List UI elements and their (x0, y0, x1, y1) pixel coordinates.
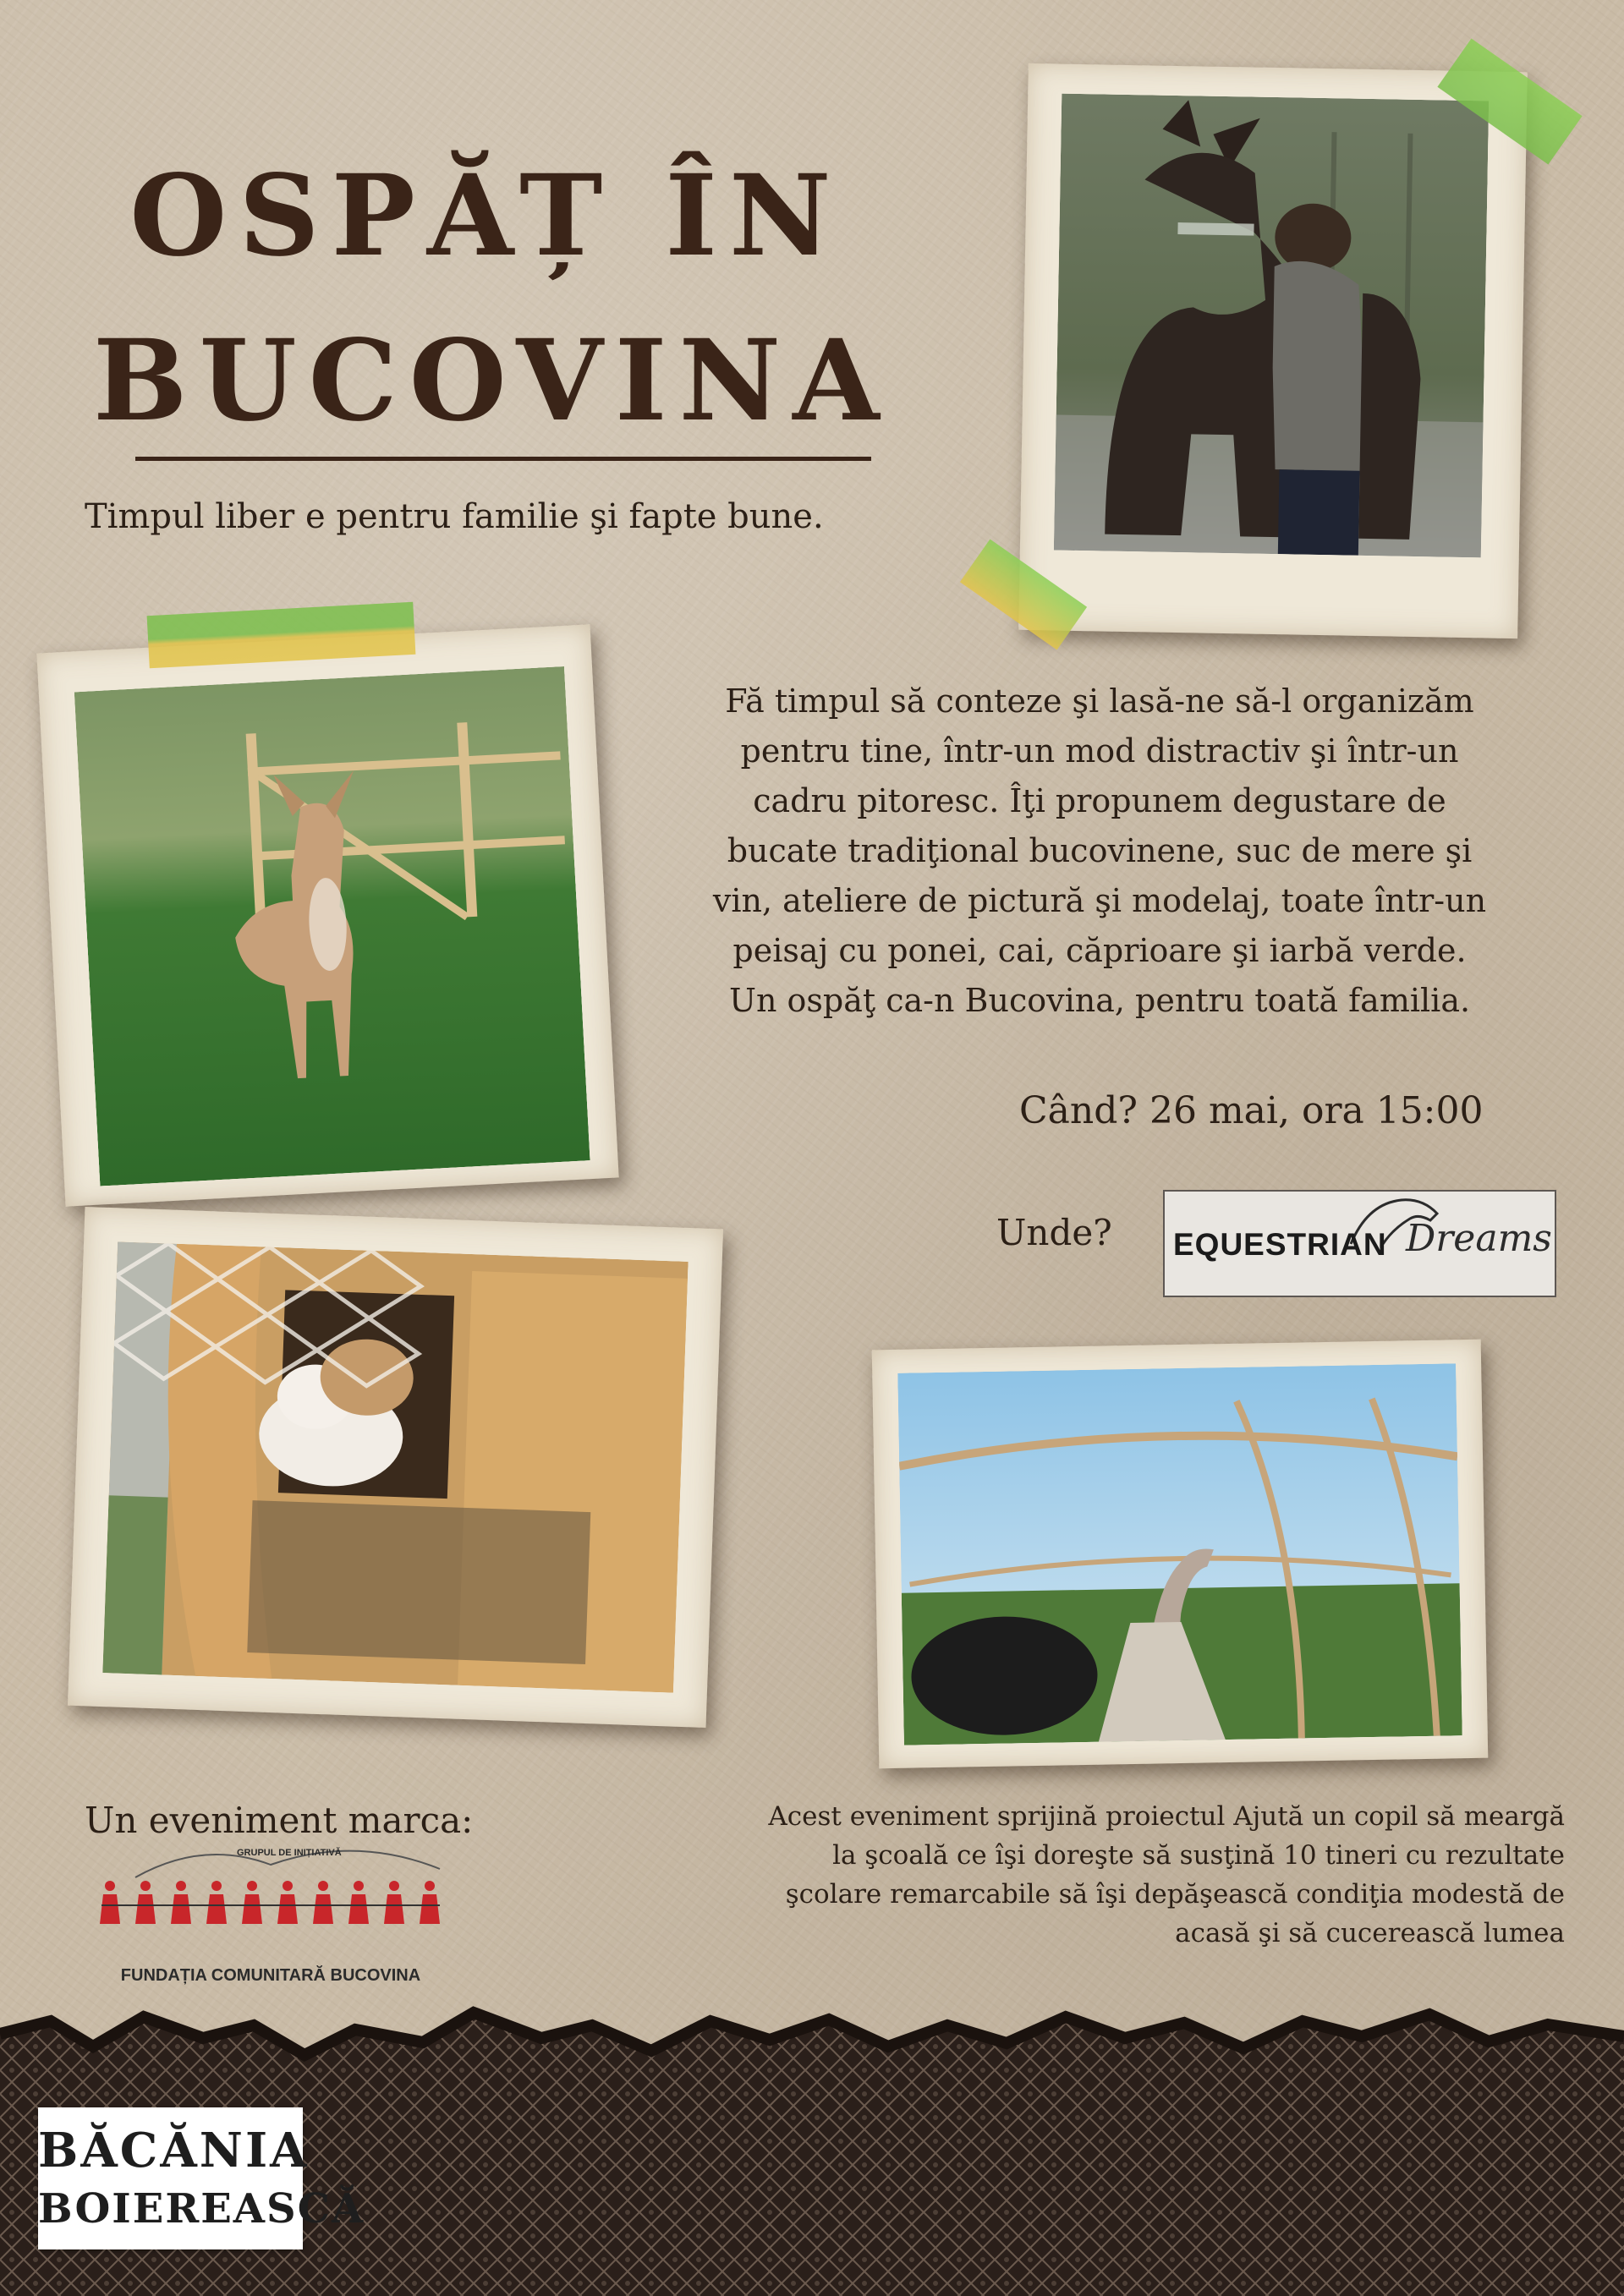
poster-title-line2: BUCOVINA (93, 315, 892, 447)
event-description (626, 677, 1573, 1026)
description-line: peisaj cu ponei, cai, căprioare şi iarbă verde. (732, 932, 1467, 969)
description-line: cadru pitoresc. Îţi propunem degustare de (753, 782, 1446, 819)
support-line: la şcoală ce îşi doreşte să susţină 10 tineri cu rezultate (832, 1840, 1565, 1871)
sponsor-logo-line1: BĂCĂNIA (38, 2123, 310, 2178)
support-line: şcolare remarcabile să îşi depăşească condiţia modestă de (785, 1879, 1565, 1910)
organizer-label: Un eveniment marca: (85, 1800, 474, 1841)
support-line: acasă şi să cucerească lumea (1175, 1918, 1565, 1948)
description-line: vin, ateliere de pictură şi modelaj, toate într-un (712, 882, 1487, 919)
description-line: Fă timpul să conteze şi lasă-ne să-l organizăm (725, 682, 1474, 720)
venue-logo-script: Dreams (1406, 1217, 1552, 1260)
description-line: bucate tradiţional bucovinene, suc de mere şi (727, 832, 1473, 869)
deer-photo-image (74, 666, 590, 1186)
event-location-label: Unde? (996, 1212, 1112, 1253)
bacania-boiereasca-logo (38, 2107, 365, 2249)
charity-support-text (668, 1797, 1565, 1953)
support-line: Acest eveniment sprijină proiectul Ajută un copil să meargă (768, 1801, 1565, 1832)
poster-title-line1: OSPĂȚ ÎN (129, 151, 843, 282)
venue-logo-text: EQUESTRIAN (1173, 1227, 1387, 1262)
fundatia-comunitara-bucovina-logo (85, 1839, 457, 1987)
ostrich-photo-image (897, 1363, 1462, 1745)
rabbits-photo-image (102, 1241, 688, 1692)
ostrich-photo (872, 1340, 1489, 1768)
description-line: Un ospăţ ca-n Bucovina, pentru toată familia. (728, 982, 1471, 1019)
donkey-photo-image (1054, 94, 1489, 558)
folk-people-icon (85, 1839, 457, 1966)
rabbits-photo (68, 1207, 723, 1728)
deer-photo (36, 624, 618, 1206)
donkey-photo (1018, 63, 1528, 638)
description-line: pentru tine, într-un mod distractiv şi într-un (740, 732, 1459, 770)
equestrian-dreams-logo (1163, 1190, 1556, 1297)
organizer-logo-group: GRUPUL DE INIȚIATIVĂ (237, 1848, 342, 1858)
title-underline (135, 457, 871, 461)
sponsor-logo-line2: BOIEREASCĂ (38, 2185, 365, 2233)
event-date-time: Când? 26 mai, ora 15:00 (1019, 1089, 1484, 1132)
organizer-logo-name: FUNDAȚIA COMUNITARĂ BUCOVINA (120, 1966, 421, 1985)
poster-subtitle: Timpul liber e pentru familie şi fapte bune. (85, 497, 824, 536)
